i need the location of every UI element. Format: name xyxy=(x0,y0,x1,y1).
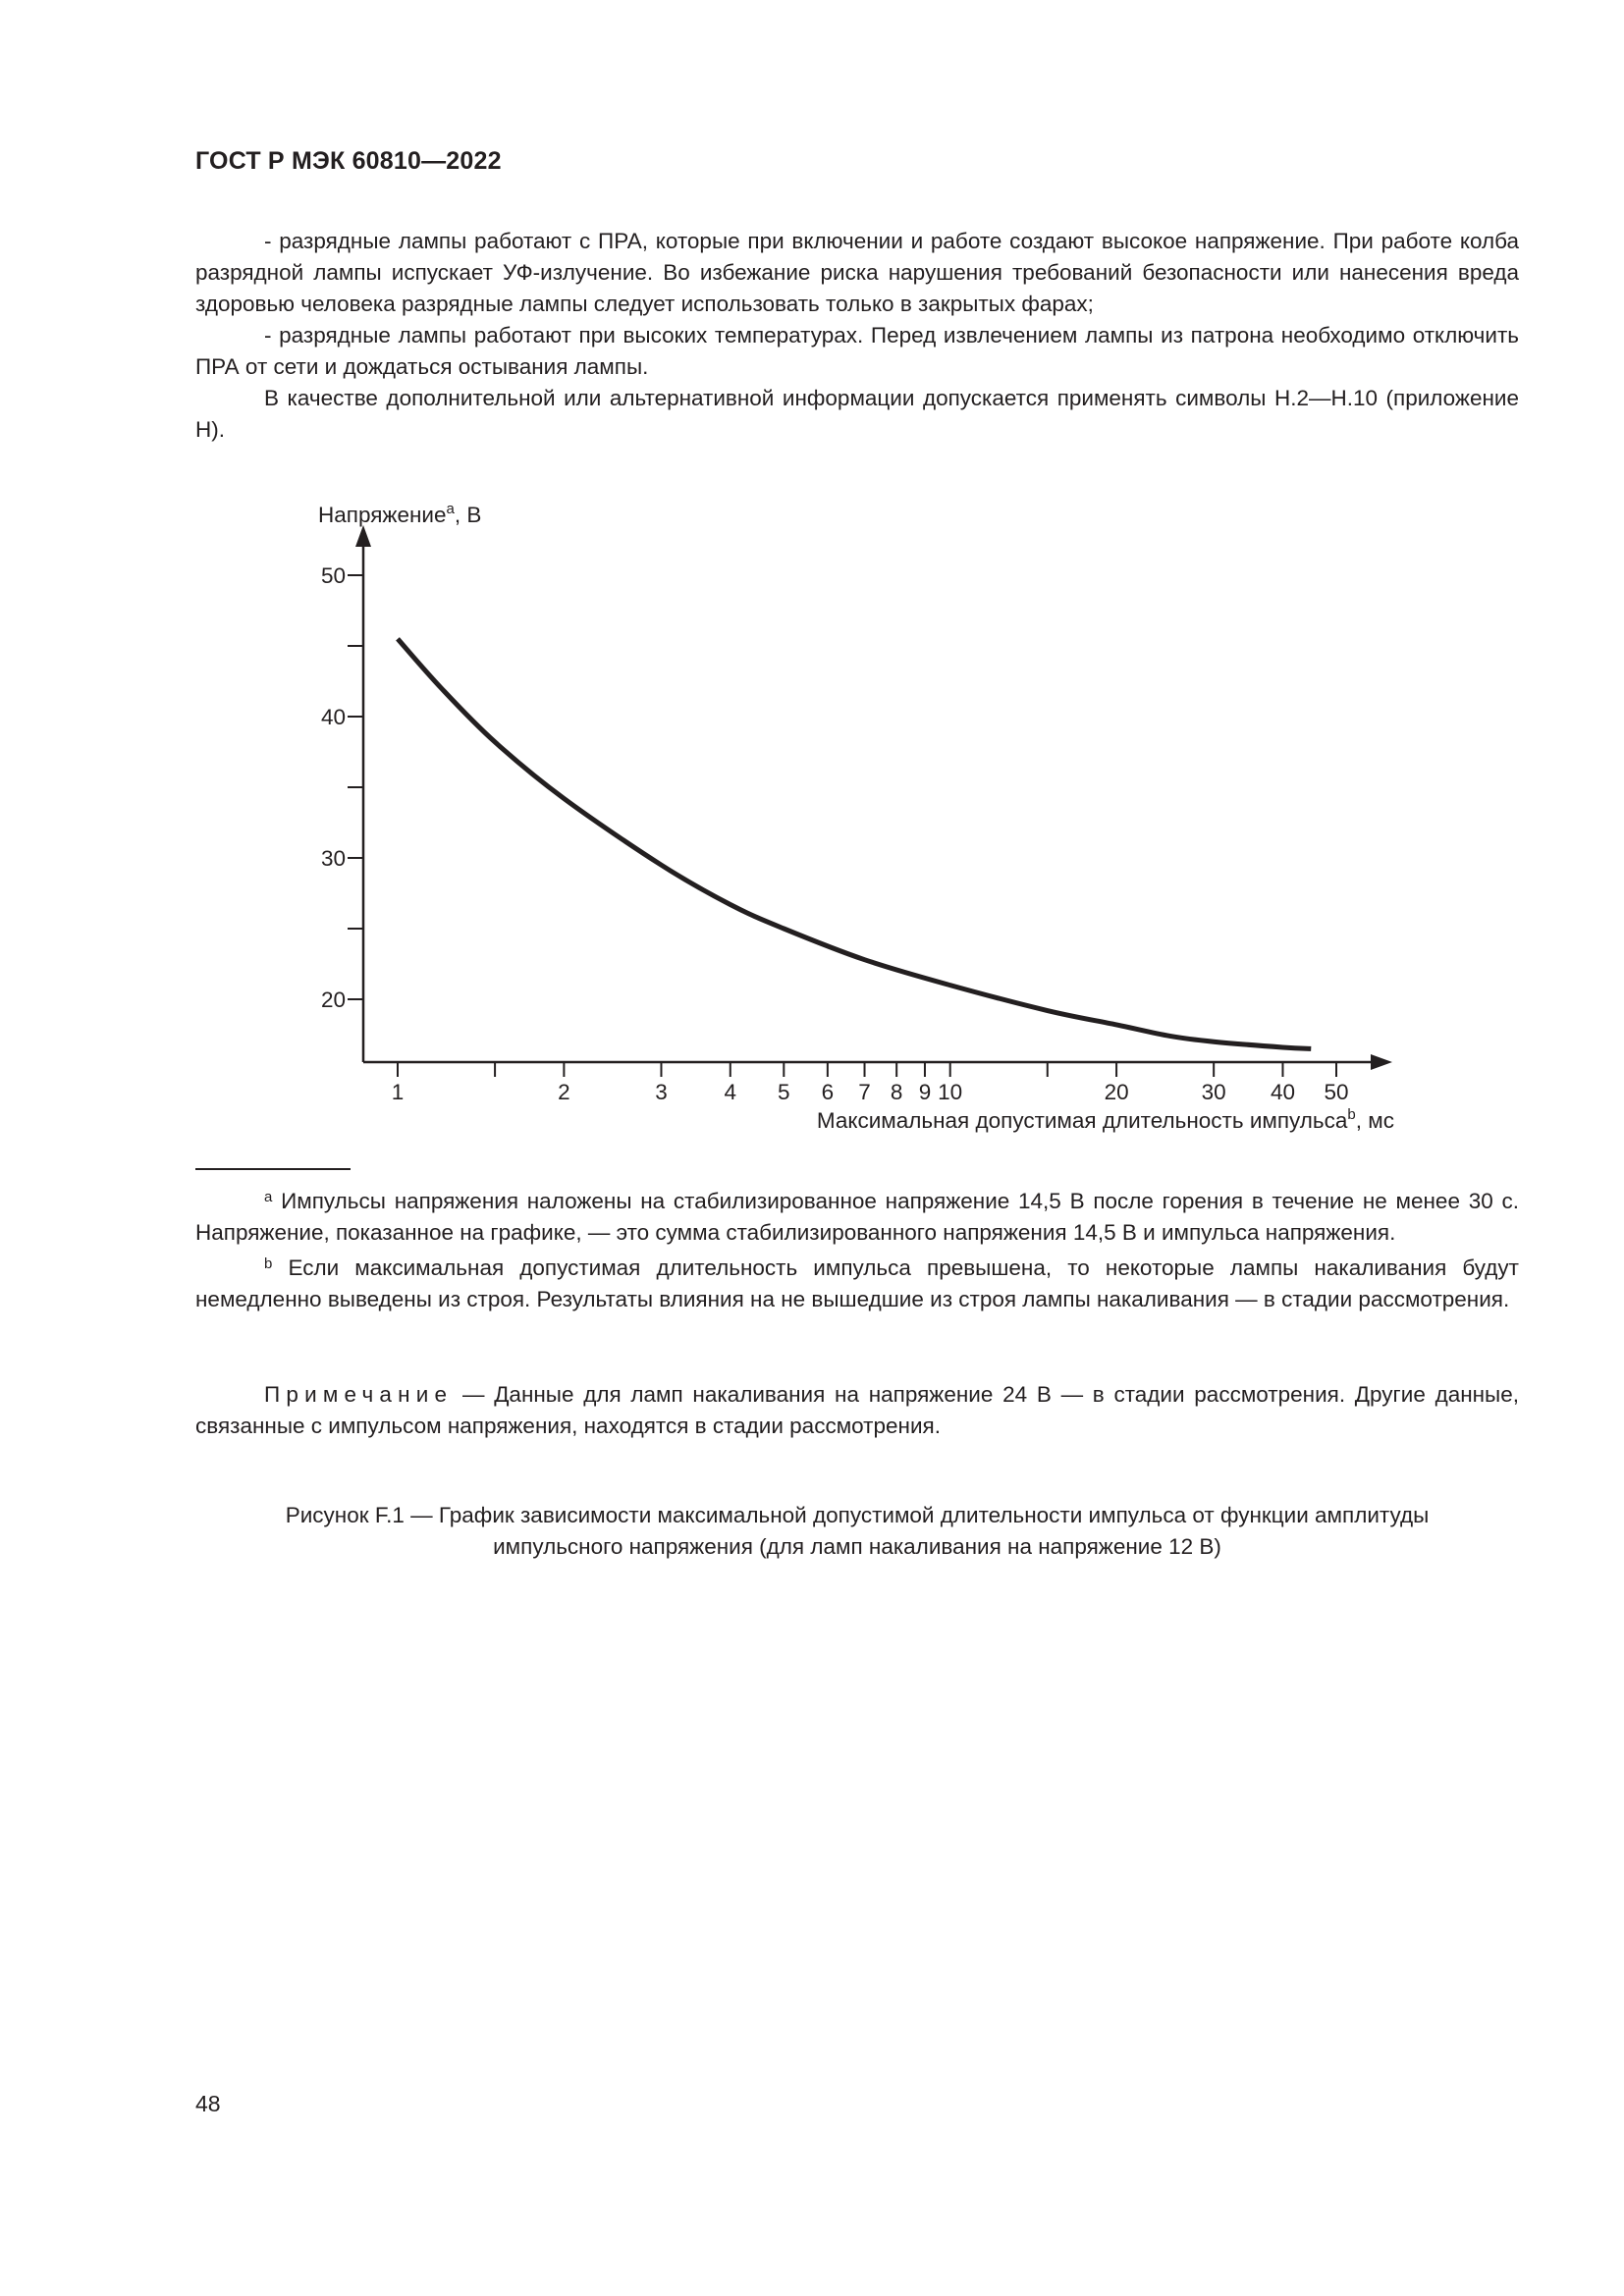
footnote-b-marker: b xyxy=(264,1255,273,1272)
chart-labels xyxy=(318,501,1394,1133)
y-tick-label-30: 30 xyxy=(320,846,346,871)
x-tick-label-10: 10 xyxy=(938,1080,963,1104)
footnote-divider xyxy=(195,1168,351,1170)
x-axis-arrow xyxy=(1371,1054,1392,1070)
x-tick-label-30: 30 xyxy=(1201,1080,1226,1104)
x-tick-label-9: 9 xyxy=(918,1080,932,1104)
x-tick-label-6: 6 xyxy=(821,1080,835,1104)
footnote-b xyxy=(195,1249,1519,1315)
intro-paragraph-2: - разрядные лампы работают при высоких температурах. Перед извлечением лампы из патрона необходимо отключить ПРА от сети и дождаться остывания лампы. xyxy=(195,323,1519,379)
intro-paragraph-3: В качестве дополнительной или альтернативной информации допускается применять символы Н.2—Н.10 (приложение Н). xyxy=(195,386,1519,442)
document-header: ГОСТ Р МЭК 60810—2022 xyxy=(195,147,502,175)
x-tick-label-7: 7 xyxy=(858,1080,871,1104)
footnote-a-marker: a xyxy=(264,1189,273,1205)
x-tick-label-2: 2 xyxy=(558,1080,570,1104)
x-axis-label-unit: , мс xyxy=(1355,1108,1394,1133)
x-tick-label-5: 5 xyxy=(778,1080,790,1104)
note-text: — Данные для ламп накаливания на напряжение 24 В — в стадии рассмотрения. Другие данные, связанные с импульсом напряжения, находятся в стадии рассмотрения. xyxy=(195,1382,1519,1438)
footnotes xyxy=(195,1182,1519,1315)
footnote-a xyxy=(195,1182,1519,1249)
x-tick-label-3: 3 xyxy=(655,1080,668,1104)
chart-series xyxy=(398,639,1311,1049)
x-tick-label-4: 4 xyxy=(724,1080,737,1104)
note-label: Примечание xyxy=(264,1382,454,1407)
x-tick-label-40: 40 xyxy=(1270,1080,1295,1104)
x-axis-label xyxy=(817,1106,1394,1133)
y-tick-label-20: 20 xyxy=(320,988,346,1012)
y-tick-label-40: 40 xyxy=(320,705,346,729)
x-tick-label-50: 50 xyxy=(1324,1080,1349,1104)
x-tick-label-8: 8 xyxy=(890,1080,903,1104)
series-line-0 xyxy=(398,639,1311,1049)
x-axis-label-text: Максимальная допустимая длительность импульса xyxy=(816,1108,1348,1133)
y-axis-arrow xyxy=(355,525,371,547)
x-tick-label-1: 1 xyxy=(391,1080,405,1104)
y-tick-label-50: 50 xyxy=(320,563,346,588)
figure-caption-line-1: Рисунок F.1 — График зависимости максимальной допустимой длительности импульса от функции амплитуды xyxy=(285,1503,1430,1527)
intro-paragraph-1: - разрядные лампы работают с ПРА, которые при включении и работе создают высокое напряжение. При работе колба разрядной лампы испускает УФ-излучение. Во избежание риска нарушения требований безопасности или нанесения вреда здоровью человека разрядные лампы следует использовать только в закрытых фарах; xyxy=(195,229,1519,316)
page-number: 48 xyxy=(195,2091,221,2116)
figure-caption xyxy=(195,1500,1519,1563)
figure-caption-line-2: импульсного напряжения (для ламп накаливания на напряжение 12 В) xyxy=(493,1534,1221,1559)
footnote-a-text: Импульсы напряжения наложены на стабилизированное напряжение 14,5 В после горения в течение не менее 30 с. Напряжение, показанное на графике, — это сумма стабилизированного напряжения 14,5 В и импульса напряжения. xyxy=(195,1189,1519,1245)
y-axis-label xyxy=(318,501,481,527)
chart-ticks xyxy=(348,575,1336,1077)
note xyxy=(195,1379,1519,1442)
x-axis-label-sup: b xyxy=(1347,1106,1356,1123)
y-axis-label-unit: , В xyxy=(454,503,482,527)
chart-axes xyxy=(355,525,1392,1070)
x-tick-label-20: 20 xyxy=(1104,1080,1129,1104)
y-axis-label-text: Напряжение xyxy=(318,503,447,527)
footnote-b-text: Если максимальная допустимая длительность импульса превышена, то некоторые лампы накаливания будут немедленно выведены из строя. Результаты влияния на не вышедшие из строя лампы накаливания — в стадии рассмотрения. xyxy=(195,1255,1519,1311)
y-axis-label-sup: a xyxy=(446,501,455,517)
